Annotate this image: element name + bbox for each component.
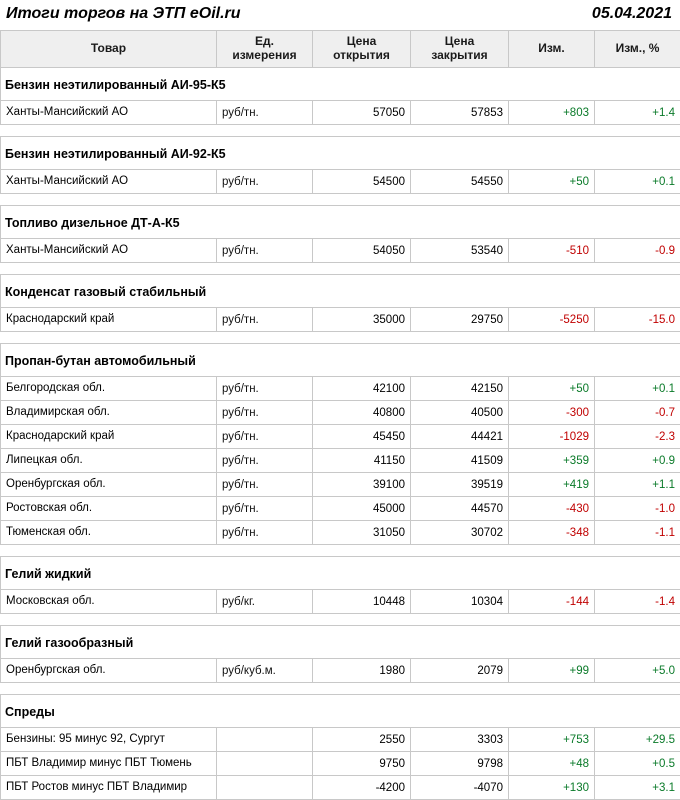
group-title: Топливо дизельное ДТ-А-К5: [1, 206, 680, 239]
group-spacer-cell: [1, 545, 680, 557]
cell-change-pct: -2.3: [595, 425, 680, 449]
group-spacer-cell: [1, 683, 680, 695]
cell-open-price: 1980: [313, 659, 411, 683]
cell-open-price: 31050: [313, 521, 411, 545]
column-header-open-line1: Цена: [313, 35, 410, 49]
cell-product: Оренбургская обл.: [1, 473, 217, 497]
page-title: Итоги торгов на ЭТП eOil.ru: [6, 5, 241, 23]
cell-change-pct: -0.7: [595, 401, 680, 425]
cell-open-price: 10448: [313, 590, 411, 614]
cell-unit: [217, 776, 313, 800]
table-row: [1, 473, 680, 497]
cell-unit: руб/кг.: [217, 590, 313, 614]
cell-change: -348: [509, 521, 595, 545]
cell-change: +753: [509, 728, 595, 752]
cell-open-price: 35000: [313, 308, 411, 332]
cell-change-pct: +0.1: [595, 377, 680, 401]
cell-open-price: 39100: [313, 473, 411, 497]
cell-product: Владимирская обл.: [1, 401, 217, 425]
cell-unit: руб/тн.: [217, 497, 313, 521]
cell-unit: руб/тн.: [217, 401, 313, 425]
cell-change-pct: +0.1: [595, 170, 680, 194]
cell-product: Московская обл.: [1, 590, 217, 614]
cell-open-price: 2550: [313, 728, 411, 752]
table-row: [1, 239, 680, 263]
cell-unit: [217, 728, 313, 752]
cell-product: Тюменская обл.: [1, 521, 217, 545]
cell-product: Липецкая обл.: [1, 449, 217, 473]
group-title: Конденсат газовый стабильный: [1, 275, 680, 308]
group-spacer-cell: [1, 614, 680, 626]
table-row: [1, 170, 680, 194]
cell-change-pct: -1.0: [595, 497, 680, 521]
cell-close-price: 57853: [411, 101, 509, 125]
cell-open-price: 40800: [313, 401, 411, 425]
cell-unit: руб/тн.: [217, 308, 313, 332]
cell-open-price: 45450: [313, 425, 411, 449]
cell-close-price: 3303: [411, 728, 509, 752]
cell-close-price: 30702: [411, 521, 509, 545]
cell-unit: руб/тн.: [217, 101, 313, 125]
cell-open-price: 41150: [313, 449, 411, 473]
table-header-row: [1, 31, 680, 68]
cell-unit: руб/тн.: [217, 425, 313, 449]
column-header-unit-line2: измерения: [217, 49, 312, 63]
cell-change: +419: [509, 473, 595, 497]
group-title: Бензин неэтилированный АИ-92-К5: [1, 137, 680, 170]
group-title: Спреды: [1, 695, 680, 728]
table-row: [1, 425, 680, 449]
column-header-open-line2: открытия: [313, 49, 410, 63]
cell-open-price: 54050: [313, 239, 411, 263]
page-header: [0, 0, 680, 30]
cell-change: -1029: [509, 425, 595, 449]
table-row: [1, 776, 680, 800]
cell-open-price: 42100: [313, 377, 411, 401]
cell-close-price: 44421: [411, 425, 509, 449]
group-header-row: [1, 275, 680, 308]
cell-open-price: 9750: [313, 752, 411, 776]
cell-close-price: 9798: [411, 752, 509, 776]
group-header-row: [1, 626, 680, 659]
results-table: [0, 30, 680, 800]
cell-open-price: 54500: [313, 170, 411, 194]
group-header-row: [1, 695, 680, 728]
cell-product: Ростовская обл.: [1, 497, 217, 521]
cell-change: -300: [509, 401, 595, 425]
cell-unit: руб/тн.: [217, 239, 313, 263]
group-spacer: [1, 545, 680, 557]
cell-change-pct: +1.4: [595, 101, 680, 125]
table-row: [1, 497, 680, 521]
table-row: [1, 752, 680, 776]
cell-product: Краснодарский край: [1, 425, 217, 449]
column-header-change: Изм.: [509, 31, 595, 68]
cell-product: Краснодарский край: [1, 308, 217, 332]
column-header-open-price: [313, 31, 411, 68]
table-row: [1, 401, 680, 425]
cell-change: +130: [509, 776, 595, 800]
cell-product: ПБТ Владимир минус ПБТ Тюмень: [1, 752, 217, 776]
group-title: Бензин неэтилированный АИ-95-К5: [1, 68, 680, 101]
group-header-row: [1, 68, 680, 101]
cell-product: Ханты-Мансийский АО: [1, 101, 217, 125]
cell-change-pct: -15.0: [595, 308, 680, 332]
table-row: [1, 728, 680, 752]
cell-product: Ханты-Мансийский АО: [1, 170, 217, 194]
cell-close-price: 39519: [411, 473, 509, 497]
cell-close-price: 44570: [411, 497, 509, 521]
cell-change-pct: +0.9: [595, 449, 680, 473]
group-spacer-cell: [1, 194, 680, 206]
cell-product: ПБТ Ростов минус ПБТ Владимир: [1, 776, 217, 800]
cell-close-price: 40500: [411, 401, 509, 425]
table-row: [1, 449, 680, 473]
group-spacer: [1, 263, 680, 275]
cell-change: -5250: [509, 308, 595, 332]
cell-change-pct: -0.9: [595, 239, 680, 263]
table-row: [1, 590, 680, 614]
group-header-row: [1, 137, 680, 170]
cell-close-price: 42150: [411, 377, 509, 401]
cell-change: +803: [509, 101, 595, 125]
column-header-close-price: [411, 31, 509, 68]
cell-close-price: 41509: [411, 449, 509, 473]
group-spacer-cell: [1, 263, 680, 275]
cell-product: Бензины: 95 минус 92, Сургут: [1, 728, 217, 752]
cell-change-pct: +1.1: [595, 473, 680, 497]
cell-close-price: 53540: [411, 239, 509, 263]
group-title: Гелий жидкий: [1, 557, 680, 590]
cell-close-price: 29750: [411, 308, 509, 332]
group-header-row: [1, 557, 680, 590]
column-header-change-pct: Изм., %: [595, 31, 680, 68]
group-spacer: [1, 332, 680, 344]
column-header-close-line2: закрытия: [411, 49, 508, 63]
cell-change: +50: [509, 170, 595, 194]
report-date: 05.04.2021: [592, 5, 672, 23]
table-row: [1, 308, 680, 332]
cell-change-pct: +0.5: [595, 752, 680, 776]
table-header: [1, 31, 680, 68]
group-spacer: [1, 194, 680, 206]
group-spacer-cell: [1, 125, 680, 137]
group-title: Пропан-бутан автомобильный: [1, 344, 680, 377]
column-header-unit: [217, 31, 313, 68]
cell-open-price: 45000: [313, 497, 411, 521]
cell-close-price: 54550: [411, 170, 509, 194]
cell-change: +99: [509, 659, 595, 683]
table-row: [1, 659, 680, 683]
column-header-product: Товар: [1, 31, 217, 68]
cell-change-pct: -1.4: [595, 590, 680, 614]
cell-unit: руб/тн.: [217, 521, 313, 545]
cell-product: Белгородская обл.: [1, 377, 217, 401]
table-row: [1, 377, 680, 401]
cell-unit: руб/тн.: [217, 449, 313, 473]
cell-change-pct: +3.1: [595, 776, 680, 800]
group-header-row: [1, 344, 680, 377]
table-row: [1, 521, 680, 545]
cell-change: -144: [509, 590, 595, 614]
group-spacer: [1, 614, 680, 626]
cell-open-price: 57050: [313, 101, 411, 125]
cell-change: +48: [509, 752, 595, 776]
cell-unit: руб/тн.: [217, 377, 313, 401]
cell-unit: [217, 752, 313, 776]
table-body: [1, 68, 680, 800]
group-spacer: [1, 683, 680, 695]
group-spacer-cell: [1, 332, 680, 344]
group-header-row: [1, 206, 680, 239]
cell-close-price: 2079: [411, 659, 509, 683]
cell-change: -510: [509, 239, 595, 263]
cell-change-pct: -1.1: [595, 521, 680, 545]
group-spacer: [1, 125, 680, 137]
cell-change: -430: [509, 497, 595, 521]
cell-product: Оренбургская обл.: [1, 659, 217, 683]
column-header-unit-line1: Ед.: [217, 35, 312, 49]
table-row: [1, 101, 680, 125]
cell-change: +50: [509, 377, 595, 401]
group-title: Гелий газообразный: [1, 626, 680, 659]
cell-change-pct: +5.0: [595, 659, 680, 683]
cell-close-price: -4070: [411, 776, 509, 800]
cell-product: Ханты-Мансийский АО: [1, 239, 217, 263]
cell-unit: руб/тн.: [217, 170, 313, 194]
cell-open-price: -4200: [313, 776, 411, 800]
cell-change-pct: +29.5: [595, 728, 680, 752]
column-header-close-line1: Цена: [411, 35, 508, 49]
cell-unit: руб/тн.: [217, 473, 313, 497]
cell-close-price: 10304: [411, 590, 509, 614]
cell-unit: руб/куб.м.: [217, 659, 313, 683]
cell-change: +359: [509, 449, 595, 473]
